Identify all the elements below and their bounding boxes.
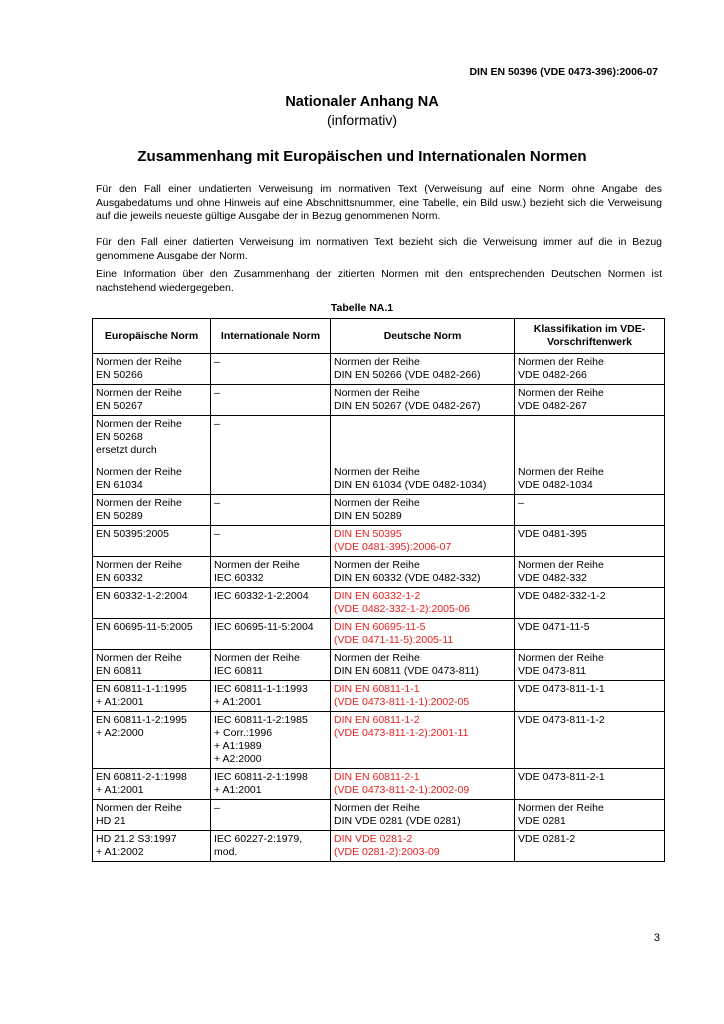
- cell-text-line: –: [214, 497, 220, 509]
- cell-text-line: + A1:2001: [96, 784, 144, 796]
- table-row: [93, 495, 665, 526]
- cell-text-line: DIN EN 60332-1-2: [334, 590, 421, 602]
- cell-text-line: + A1:1989: [214, 740, 262, 752]
- cell-text-line: –: [214, 418, 220, 430]
- cell-text-line: (VDE 0473-811-1-2):2001-11: [334, 727, 469, 739]
- cell-international-standard: [211, 712, 331, 769]
- cell-text-line: VDE 0281-2: [518, 833, 576, 845]
- cell-international-standard: [211, 769, 331, 800]
- cell-text-line: EN 61034: [96, 479, 143, 491]
- standards-table: [92, 318, 665, 862]
- cell-vde-classification: [515, 681, 665, 712]
- header-vde-classification: Klassifikation im VDE-Vorschriftenwerk: [515, 319, 665, 354]
- cell-text-line: Normen der Reihe: [518, 387, 604, 399]
- cell-text-line: VDE 0473-811: [518, 665, 587, 677]
- cell-text-line: HD 21.2 S3:1997: [96, 833, 177, 845]
- cell-international-standard: [211, 619, 331, 650]
- cell-text-line: VDE 0482-266: [518, 369, 587, 381]
- table-row: [93, 712, 665, 769]
- cell-vde-classification: [515, 354, 665, 385]
- cell-text-line: (VDE 0471-11-5):2005-11: [334, 634, 454, 646]
- cell-text-line: –: [214, 387, 220, 399]
- cell-german-standard: [331, 800, 515, 831]
- cell-text-line: Normen der Reihe: [518, 802, 604, 814]
- cell-text-line: EN 60332: [96, 572, 143, 584]
- paragraph-undated-reference: Für den Fall einer undatierten Verweisung im normativen Text (Verweisung auf eine Norm ohne Angabe des Ausgabedatums und ohne Hinweis auf eine Abschnittsnummer, eine Tabelle, ein Bild usw.) bezieht sich die Verweisung auf die jeweils neueste gültige Ausgabe der in Bezug genommenen Norm.: [96, 183, 662, 222]
- cell-vde-classification: [515, 650, 665, 681]
- cell-text-line: VDE 0482-267: [518, 400, 587, 412]
- cell-vde-classification: [515, 385, 665, 416]
- cell-international-standard: [211, 526, 331, 557]
- cell-german-standard: [331, 495, 515, 526]
- cell-text-line: VDE 0473-811-1-1: [518, 683, 605, 695]
- header-european-standard: Europäische Norm: [93, 319, 211, 354]
- cell-international-standard: [211, 650, 331, 681]
- cell-text-line: DIN EN 60811-1-1: [334, 683, 420, 695]
- cell-text-line: VDE 0473-811-2-1: [518, 771, 605, 783]
- cell-international-standard: [211, 354, 331, 385]
- cell-text-line: Normen der Reihe: [334, 559, 420, 571]
- cell-text-line: IEC 60811-1-1:1993: [214, 683, 308, 695]
- paragraph-dated-reference: Für den Fall einer datierten Verweisung im normativen Text bezieht sich die Verweisung immer auf die in Bezug genommene Ausgabe der Norm.: [96, 236, 662, 262]
- cell-text-line: (VDE 0473-811-1-1):2002-05: [334, 696, 470, 708]
- cell-german-standard: [331, 588, 515, 619]
- cell-text-line: EN 50289: [96, 510, 143, 522]
- cell-text-line: EN 50266: [96, 369, 143, 381]
- page-number: 3: [653, 932, 660, 944]
- cell-text-line: –: [214, 528, 220, 540]
- cell-international-standard: [211, 588, 331, 619]
- cell-text-line: Normen der Reihe: [96, 387, 182, 399]
- cell-vde-classification: [515, 831, 665, 862]
- cell-text-line: Normen der Reihe: [96, 466, 182, 478]
- cell-text-line: Normen der Reihe: [518, 559, 604, 571]
- document-id-header: DIN EN 50396 (VDE 0473-396):2006-07: [469, 66, 658, 78]
- cell-text-line: DIN EN 60332 (VDE 0482-332): [334, 572, 481, 584]
- table-row: [93, 800, 665, 831]
- cell-text-line: Normen der Reihe: [96, 418, 182, 430]
- table-row: [93, 681, 665, 712]
- cell-german-standard: [331, 416, 515, 495]
- cell-text-line: HD 21: [96, 815, 126, 827]
- cell-text-line: IEC 60811-2-1:1998: [214, 771, 308, 783]
- cell-text-line: Normen der Reihe: [96, 652, 182, 664]
- cell-international-standard: [211, 800, 331, 831]
- cell-text-line: IEC 60811-1-2:1985: [214, 714, 308, 726]
- cell-text-line: EN 60695-11-5:2005: [96, 621, 193, 633]
- cell-european-standard: [93, 526, 211, 557]
- cell-text-line: DIN EN 60811-1-2: [334, 714, 420, 726]
- cell-vde-classification: [515, 526, 665, 557]
- cell-vde-classification: [515, 619, 665, 650]
- cell-german-standard: [331, 712, 515, 769]
- cell-text-line: (VDE 0481-395):2006-07: [334, 541, 452, 553]
- header-international-standard: Internationale Norm: [211, 319, 331, 354]
- table-row: [93, 416, 665, 495]
- cell-text-line: VDE 0473-811-1-2: [518, 714, 605, 726]
- cell-text-line: EN 50395:2005: [96, 528, 169, 540]
- cell-text-line: Normen der Reihe: [334, 802, 420, 814]
- cell-text-line: IEC 60332: [214, 572, 264, 584]
- table-body: [93, 354, 665, 862]
- cell-text-line: DIN VDE 0281 (VDE 0281): [334, 815, 461, 827]
- cell-text-line: DIN EN 50267 (VDE 0482-267): [334, 400, 481, 412]
- table-row: [93, 526, 665, 557]
- cell-european-standard: [93, 354, 211, 385]
- cell-text-line: IEC 60811: [214, 665, 263, 677]
- cell-text-line: mod.: [214, 846, 238, 858]
- cell-vde-classification: [515, 800, 665, 831]
- table-row: [93, 557, 665, 588]
- cell-text-line: + A2:2000: [214, 753, 262, 765]
- table-row: [93, 619, 665, 650]
- table-row: [93, 588, 665, 619]
- table-caption: Tabelle NA.1: [330, 302, 394, 314]
- cell-text-line: EN 60811-2-1:1998: [96, 771, 187, 783]
- cell-text-line: –: [518, 497, 524, 509]
- cell-european-standard: [93, 385, 211, 416]
- table-row: [93, 769, 665, 800]
- cell-international-standard: [211, 495, 331, 526]
- cell-german-standard: [331, 769, 515, 800]
- cell-text-line: VDE 0481-395: [518, 528, 587, 540]
- cell-german-standard: [331, 681, 515, 712]
- cell-european-standard: [93, 619, 211, 650]
- cell-text-line: Normen der Reihe: [96, 802, 182, 814]
- cell-international-standard: [211, 557, 331, 588]
- cell-text-line: Normen der Reihe: [214, 652, 300, 664]
- cell-text-line: IEC 60695-11-5:2004: [214, 621, 314, 633]
- annex-subtitle: (informativ): [326, 112, 397, 128]
- cell-text-line: Normen der Reihe: [518, 466, 604, 478]
- table-row: [93, 354, 665, 385]
- cell-text-line: DIN EN 60811-2-1: [334, 771, 420, 783]
- table-header-row: [93, 319, 665, 354]
- cell-international-standard: [211, 385, 331, 416]
- cell-vde-classification: [515, 416, 665, 495]
- cell-text-line: Normen der Reihe: [96, 497, 182, 509]
- cell-international-standard: [211, 416, 331, 495]
- cell-international-standard: [211, 831, 331, 862]
- cell-text-line: Normen der Reihe: [96, 559, 182, 571]
- cell-european-standard: [93, 769, 211, 800]
- cell-european-standard: [93, 650, 211, 681]
- cell-german-standard: [331, 354, 515, 385]
- cell-text-line: VDE 0471-11-5: [518, 621, 590, 633]
- cell-text-line: IEC 60332-1-2:2004: [214, 590, 309, 602]
- cell-european-standard: [93, 495, 211, 526]
- cell-text-line: EN 50268: [96, 431, 143, 443]
- cell-german-standard: [331, 619, 515, 650]
- cell-text-line: VDE 0482-332-1-2: [518, 590, 606, 602]
- cell-text-line: DIN EN 50289: [334, 510, 402, 522]
- cell-european-standard: [93, 557, 211, 588]
- cell-german-standard: [331, 385, 515, 416]
- cell-text-line: EN 60811-1-2:1995: [96, 714, 187, 726]
- cell-vde-classification: [515, 495, 665, 526]
- cell-german-standard: [331, 557, 515, 588]
- cell-text-line: Normen der Reihe: [214, 559, 300, 571]
- cell-text-line: VDE 0281: [518, 815, 566, 827]
- cell-text-line: Normen der Reihe: [334, 356, 420, 368]
- cell-text-line: + A1:2002: [96, 846, 144, 858]
- cell-vde-classification: [515, 769, 665, 800]
- cell-text-line: DIN EN 60695-11-5: [334, 621, 426, 633]
- cell-text-line: DIN EN 60811 (VDE 0473-811): [334, 665, 479, 677]
- cell-text-line: DIN EN 61034 (VDE 0482-1034): [334, 479, 487, 491]
- cell-german-standard: [331, 831, 515, 862]
- cell-text-line: EN 50267: [96, 400, 143, 412]
- paragraph-information: Eine Information über den Zusammenhang der zitierten Normen mit den entsprechenden Deutschen Normen ist nachstehend wiedergegeben.: [96, 268, 662, 294]
- cell-text-line: VDE 0482-1034: [518, 479, 593, 491]
- cell-text-line: EN 60332-1-2:2004: [96, 590, 188, 602]
- cell-text-line: Normen der Reihe: [96, 356, 182, 368]
- cell-text-line: EN 60811: [96, 665, 142, 677]
- annex-title: Nationaler Anhang NA: [285, 94, 439, 110]
- cell-international-standard: [211, 681, 331, 712]
- cell-text-line: + A2:2000: [96, 727, 144, 739]
- cell-text-line: (VDE 0482-332-1-2):2005-06: [334, 603, 470, 615]
- cell-vde-classification: [515, 557, 665, 588]
- cell-text-line: Normen der Reihe: [334, 497, 420, 509]
- cell-text-line: Normen der Reihe: [334, 652, 420, 664]
- cell-text-line: Normen der Reihe: [334, 387, 420, 399]
- cell-text-line: + Corr.:1996: [214, 727, 273, 739]
- cell-text-line: ersetzt durch: [96, 444, 157, 456]
- cell-text-line: Normen der Reihe: [518, 356, 604, 368]
- cell-european-standard: [93, 831, 211, 862]
- cell-text-line: (VDE 0281-2):2003-09: [334, 846, 440, 858]
- cell-text-line: –: [214, 356, 220, 368]
- cell-text-line: EN 60811-1-1:1995: [96, 683, 187, 695]
- cell-text-line: –: [214, 802, 220, 814]
- cell-european-standard: [93, 681, 211, 712]
- cell-text-line: + A1:2001: [214, 784, 262, 796]
- cell-text-line: + A1:2001: [96, 696, 144, 708]
- cell-text-line: IEC 60227-2:1979,: [214, 833, 303, 845]
- cell-european-standard: [93, 588, 211, 619]
- cell-text-line: VDE 0482-332: [518, 572, 587, 584]
- cell-text-line: DIN EN 50266 (VDE 0482-266): [334, 369, 481, 381]
- cell-german-standard: [331, 526, 515, 557]
- cell-text-line: + A1:2001: [214, 696, 262, 708]
- cell-european-standard: [93, 416, 211, 495]
- table-row: [93, 385, 665, 416]
- cell-vde-classification: [515, 712, 665, 769]
- cell-text-line: Normen der Reihe: [334, 466, 420, 478]
- cell-vde-classification: [515, 588, 665, 619]
- section-title: Zusammenhang mit Europäischen und Internationalen Normen: [137, 148, 587, 165]
- cell-text-line: Normen der Reihe: [518, 652, 604, 664]
- cell-european-standard: [93, 712, 211, 769]
- cell-german-standard: [331, 650, 515, 681]
- cell-text-line: (VDE 0473-811-2-1):2002-09: [334, 784, 470, 796]
- table-row: [93, 831, 665, 862]
- cell-european-standard: [93, 800, 211, 831]
- cell-text-line: DIN EN 50395: [334, 528, 402, 540]
- header-german-standard: Deutsche Norm: [331, 319, 515, 354]
- table-row: [93, 650, 665, 681]
- cell-text-line: DIN VDE 0281-2: [334, 833, 413, 845]
